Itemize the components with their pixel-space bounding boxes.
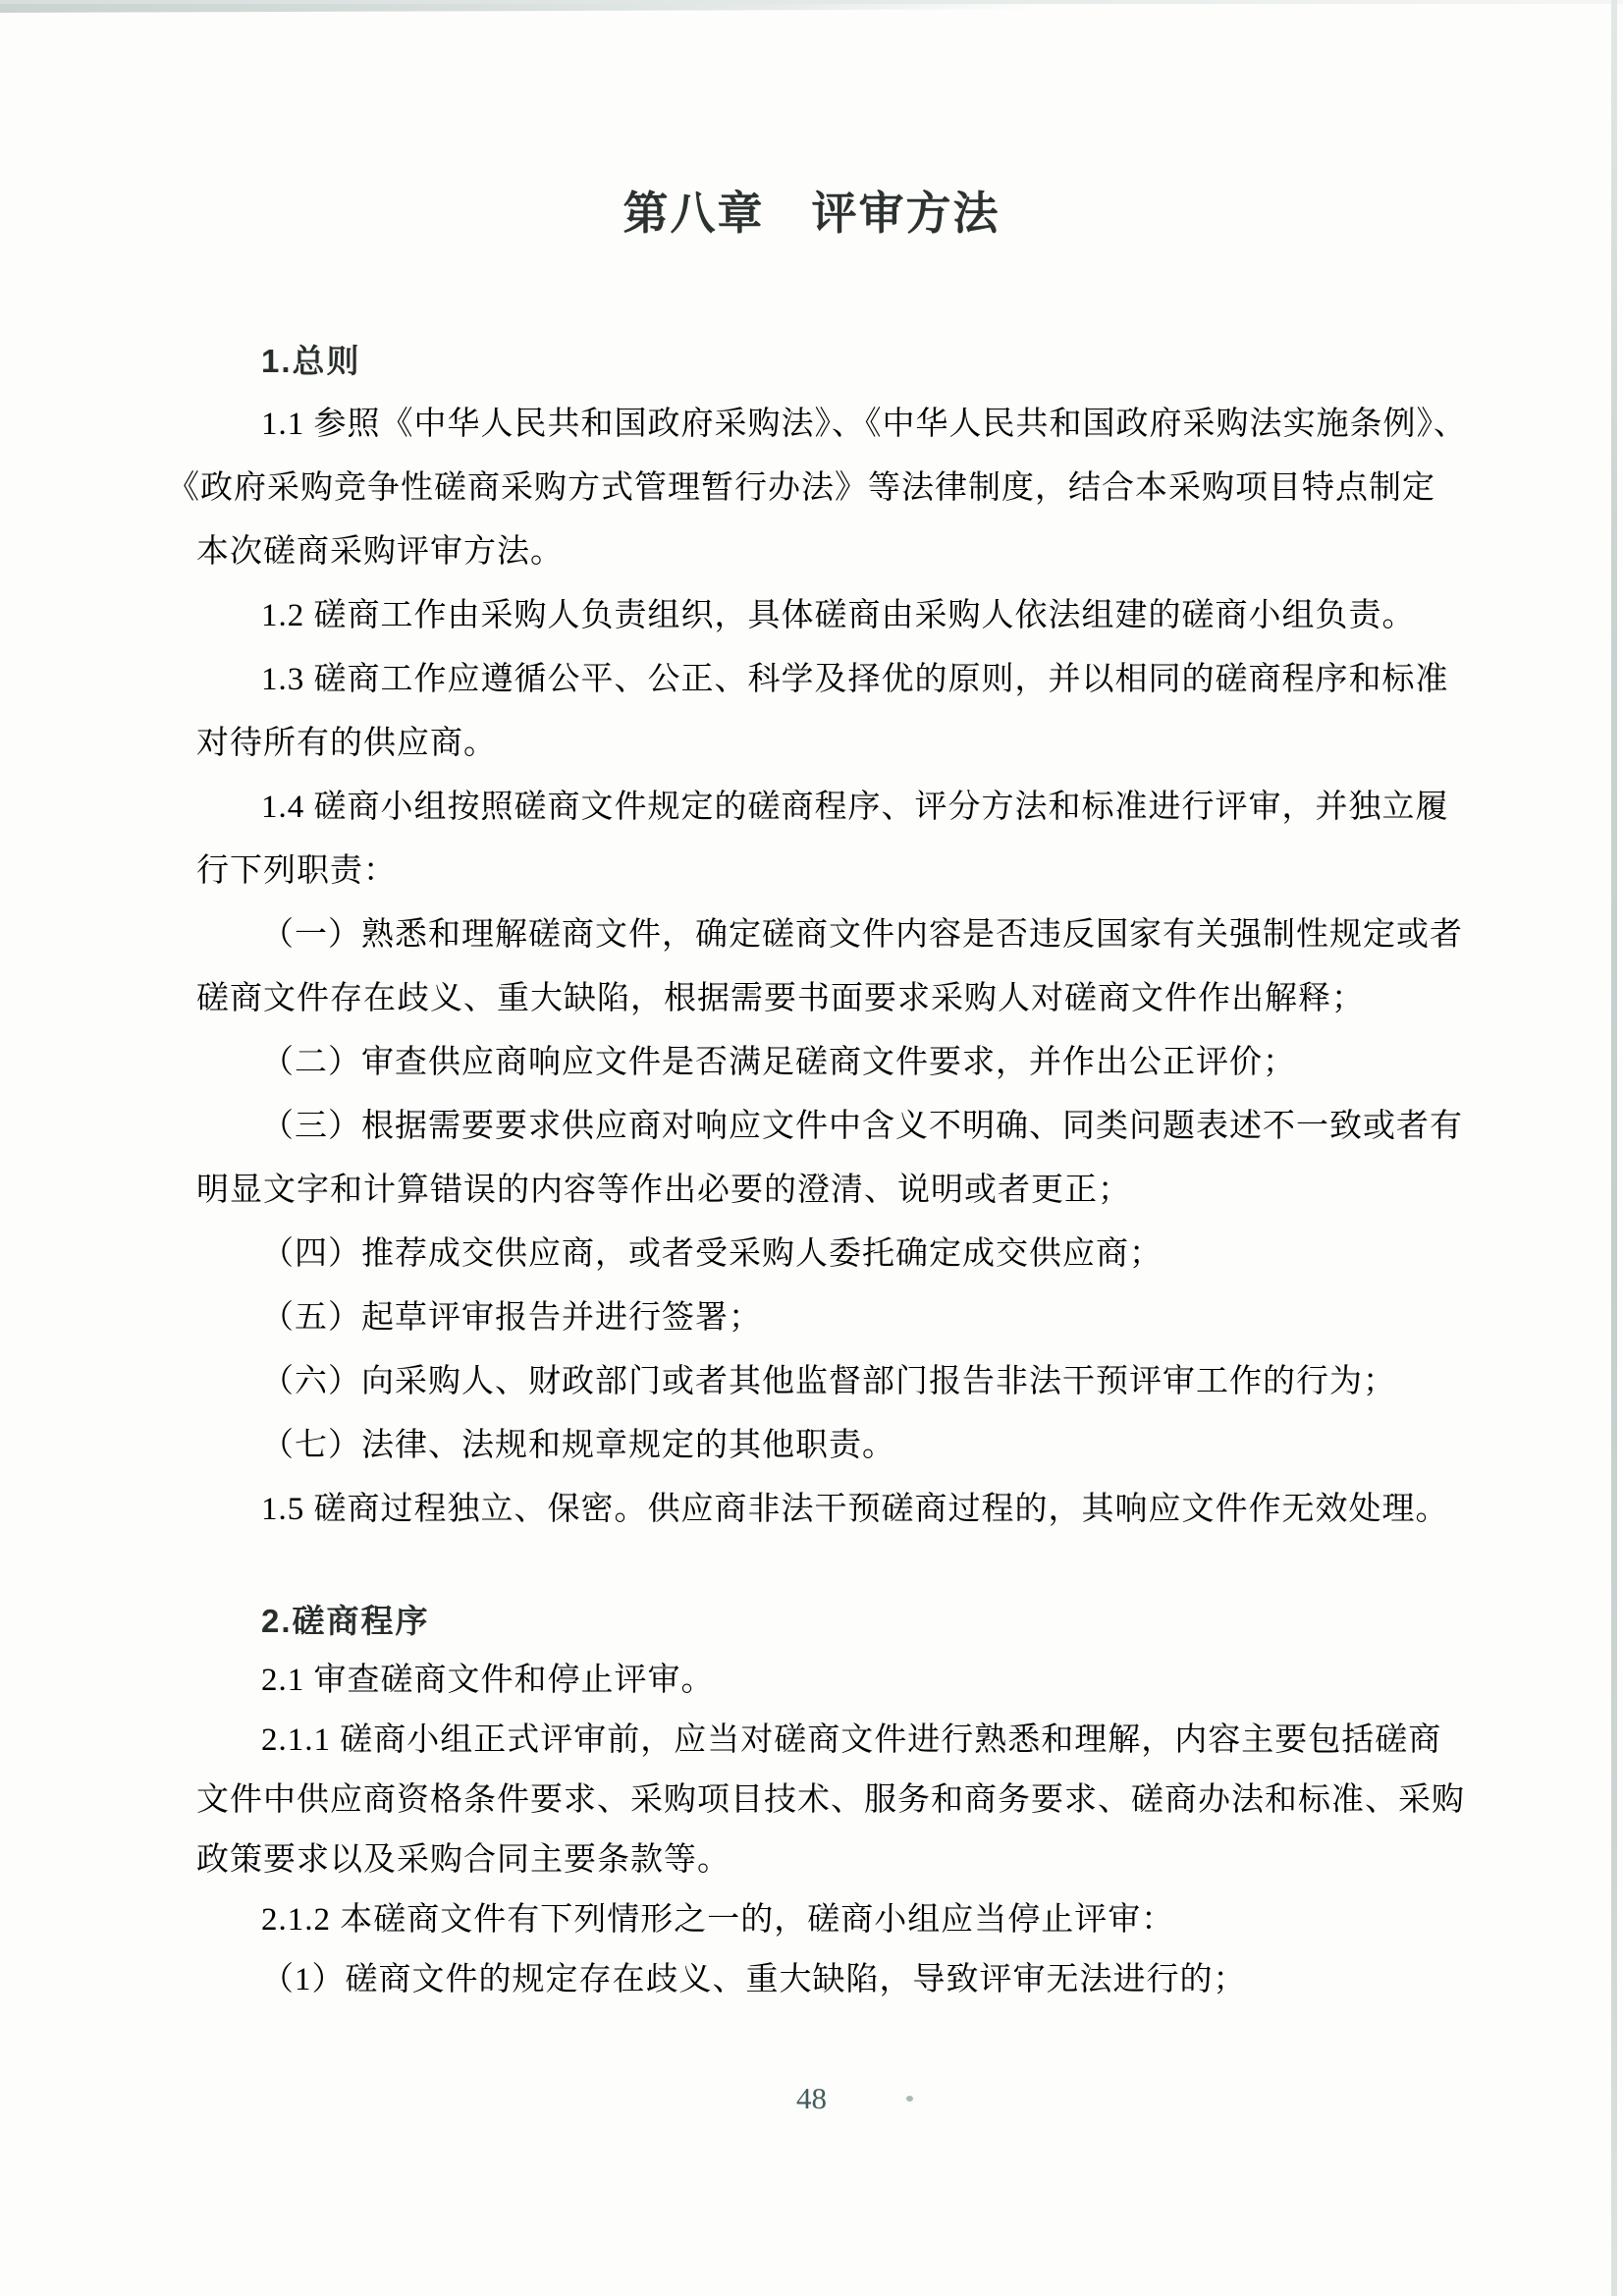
section-heading: 2.磋商程序 xyxy=(261,1603,430,1639)
page-title: 第八章 评审方法 xyxy=(622,189,1001,239)
text-line: （五）起草评审报告并进行签署； xyxy=(261,1300,762,1336)
text-line: 明显文字和计算错误的内容等作出必要的澄清、说明或者更正； xyxy=(196,1173,1131,1208)
text-line: 2.1.1 磋商小组正式评审前，应当对磋商文件进行熟悉和理解，内容主要包括磋商 xyxy=(261,1722,1442,1758)
text-line: 1.5 磋商过程独立、保密。供应商非法干预磋商过程的，其响应文件作无效处理。 xyxy=(261,1492,1449,1527)
ink-speck xyxy=(906,2096,913,2102)
text-line: （二）审查供应商响应文件是否满足磋商文件要求，并作出公正评价； xyxy=(261,1045,1296,1080)
text-line: （四）推荐成交供应商，或者受采购人委托确定成交供应商； xyxy=(261,1236,1163,1272)
text-line: 磋商文件存在歧义、重大缺陷，根据需要书面要求采购人对磋商文件作出解释； xyxy=(196,981,1365,1016)
text-line: 对待所有的供应商。 xyxy=(196,726,497,761)
text-line: 2.1.2 本磋商文件有下列情形之一的，磋商小组应当停止评审： xyxy=(261,1902,1175,1938)
text-line: （七）法律、法规和规章规定的其他职责。 xyxy=(261,1428,895,1463)
text-line: 《政府采购竞争性磋商采购方式管理暂行办法》等法律制度，结合本采购项目特点制定 xyxy=(167,470,1435,506)
text-line: 2.1 审查磋商文件和停止评审。 xyxy=(261,1663,715,1698)
text-line: 1.3 磋商工作应遵循公平、公正、科学及择优的原则，并以相同的磋商程序和标准 xyxy=(261,662,1449,697)
text-line: 1.1 参照《中华人民共和国政府采购法》、《中华人民共和国政府采购法实施条例》、 xyxy=(261,407,1467,442)
page-number: 48 xyxy=(796,2081,827,2115)
text-line: 1.2 磋商工作由采购人负责组织，具体磋商由采购人依法组建的磋商小组负责。 xyxy=(261,598,1416,633)
text-line: （一）熟悉和理解磋商文件，确定磋商文件内容是否违反国家有关强制性规定或者 xyxy=(261,917,1463,953)
text-line: 文件中供应商资格条件要求、采购项目技术、服务和商务要求、磋商办法和标准、采购 xyxy=(196,1782,1465,1818)
text-line: 1.4 磋商小组按照磋商文件规定的磋商程序、评分方法和标准进行评审，并独立履 xyxy=(261,790,1449,825)
text-line: 政策要求以及采购合同主要条款等。 xyxy=(196,1842,730,1878)
section-heading: 1.总则 xyxy=(261,343,361,379)
section-general-provisions xyxy=(167,329,1473,1542)
text-line: （1）磋商文件的规定存在歧义、重大缺陷，导致评审无法进行的； xyxy=(261,1962,1247,1997)
scan-artifact-top-line xyxy=(0,0,1623,4)
text-line: 本次磋商采购评审方法。 xyxy=(196,534,564,570)
text-line: （三）根据需要要求供应商对响应文件中含义不明确、同类问题表述不一致或者有 xyxy=(261,1109,1463,1144)
text-line: 行下列职责： xyxy=(196,853,397,889)
text-line: （六）向采购人、财政部门或者其他监督部门报告非法干预评审工作的行为； xyxy=(261,1364,1396,1399)
scan-artifact-right-line xyxy=(1611,0,1617,2296)
section-negotiation-procedure xyxy=(196,1591,1473,2010)
